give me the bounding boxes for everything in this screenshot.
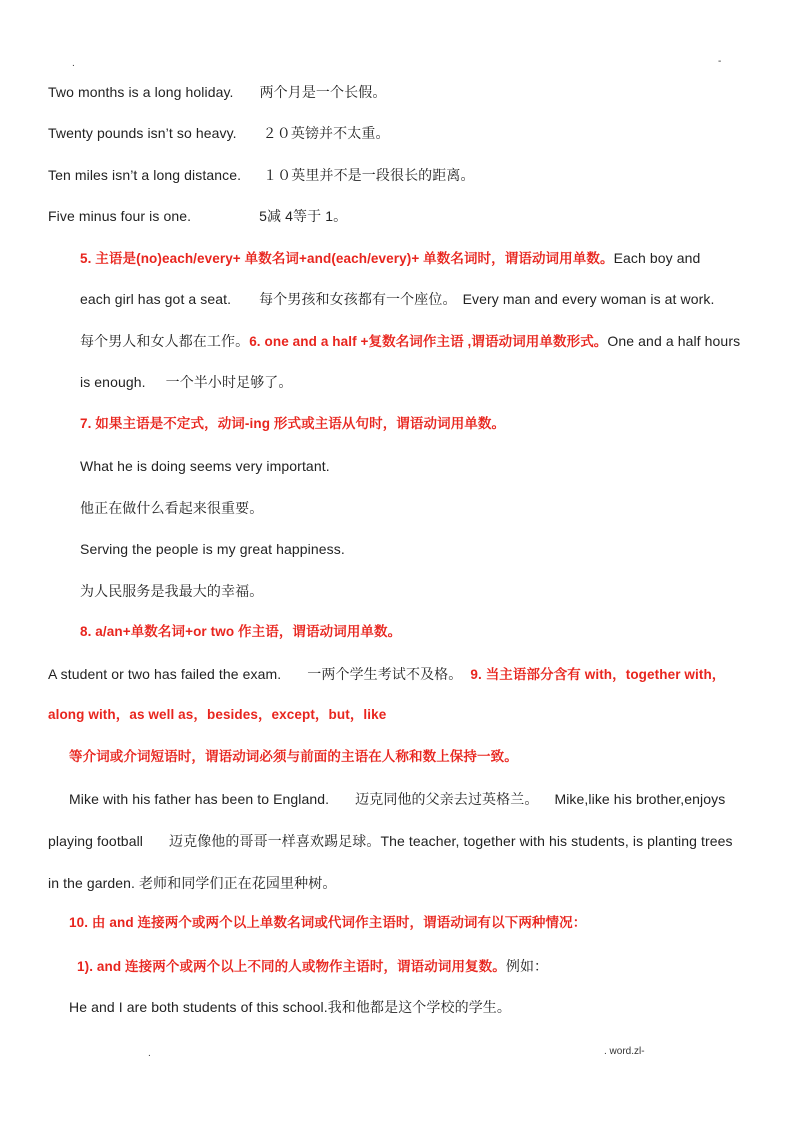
english-sentence: each girl has got a seat. [80, 291, 232, 307]
chinese-translation: 为人民服务是我最大的幸福。 [80, 583, 264, 599]
english-sentence: A student or two has failed the exam. [48, 666, 282, 682]
english-sentence: Mike,like his brother,enjoys [554, 791, 726, 807]
english-sentence: Two months is a long holiday. [48, 84, 234, 100]
english-sentence: He and I are both students of this school. [69, 999, 328, 1015]
rule-heading-9-continued: along with，as well as，besides，except，but，like [48, 707, 387, 722]
chinese-translation: 一两个学生考试不及格。 [307, 666, 463, 682]
example-line [48, 874, 336, 892]
header-right-mark: - [718, 56, 722, 67]
chinese-translation: 我和他都是这个学校的学生。 [327, 999, 512, 1015]
example-line [80, 373, 293, 391]
rule-subheading-1: 1). and 连接两个或两个以上不同的人或物作主语时，谓语动词用复数。 [77, 959, 506, 974]
example-line [69, 790, 725, 808]
english-sentence: is enough. [80, 374, 146, 390]
english-sentence: Serving the people is my great happiness. [80, 541, 345, 557]
english-sentence: One and a half hours [607, 333, 741, 349]
chinese-translation: 老师和同学们正在花园里种树。 [139, 875, 337, 891]
header-left-mark: . [72, 58, 75, 69]
english-sentence: playing football [48, 833, 143, 849]
rule-heading-5: 5. 主语是(no)each/every+ 单数名词+and(each/every)+ 单数名词时，谓语动词用单数。 [80, 251, 614, 266]
rule-line [48, 665, 725, 684]
rule-heading-8: 8. a/an+单数名词+or two 作主语，谓语动词用单数。 [80, 624, 402, 639]
english-sentence: The teacher, together with his students, is planting trees [380, 833, 733, 849]
example-line [48, 207, 347, 225]
footer-right-text: . word.zl- [604, 1046, 645, 1057]
chinese-translation: 5减 4等于 1。 [259, 208, 348, 224]
chinese-translation: 一个半小时足够了。 [165, 374, 293, 390]
rule-heading-6: 6. one and a half +复数名词作主语 ,谓语动词用单数形式。 [249, 334, 608, 349]
example-line [69, 998, 511, 1016]
chinese-translation: 他正在做什么看起来很重要。 [80, 500, 264, 516]
example-line [48, 83, 386, 101]
english-sentence: Ten miles isn’t a long distance. [48, 167, 242, 183]
english-sentence: Five minus four is one. [48, 208, 192, 224]
example-line [80, 290, 714, 308]
chinese-translation: 每个男孩和女孩都有一个座位。 [259, 291, 457, 307]
example-line [48, 166, 475, 184]
example-line [48, 832, 733, 850]
english-sentence: What he is doing seems very important. [80, 458, 330, 474]
footer-left-mark: . [148, 1048, 151, 1059]
chinese-translation: 例如： [505, 958, 549, 974]
chinese-translation: １０英里并不是一段很长的距离。 [263, 167, 475, 183]
example-line [48, 124, 390, 142]
chinese-translation: 迈克像他的哥哥一样喜欢踢足球。 [169, 833, 381, 849]
english-sentence: Every man and every woman is at work. [462, 291, 715, 307]
rule-line [80, 249, 700, 268]
chinese-translation: 两个月是一个长假。 [259, 84, 387, 100]
english-sentence: in the garden. [48, 875, 136, 891]
rule-heading-9-continued: 等介词或介词短语时，谓语动词必须与前面的主语在人称和数上保持一致。 [69, 749, 518, 764]
chinese-translation: 迈克同他的父亲去过英格兰。 [355, 791, 539, 807]
chinese-translation: 每个男人和女人都在工作。 [80, 333, 250, 349]
rule-line [77, 957, 548, 976]
rule-heading-9: 9. 当主语部分含有 with，together with， [470, 667, 726, 682]
rule-heading-10: 10. 由 and 连接两个或两个以上单数名词或代词作主语时，谓语动词有以下两种情况： [69, 915, 587, 930]
english-sentence: Each boy and [613, 250, 701, 266]
chinese-translation: ２０英镑并不太重。 [262, 125, 390, 141]
english-sentence: Twenty pounds isn’t so heavy. [48, 125, 237, 141]
rule-line [80, 332, 740, 351]
rule-heading-7: 7. 如果主语是不定式，动词-ing 形式或主语从句时，谓语动词用单数。 [80, 416, 506, 431]
english-sentence: Mike with his father has been to England. [69, 791, 330, 807]
